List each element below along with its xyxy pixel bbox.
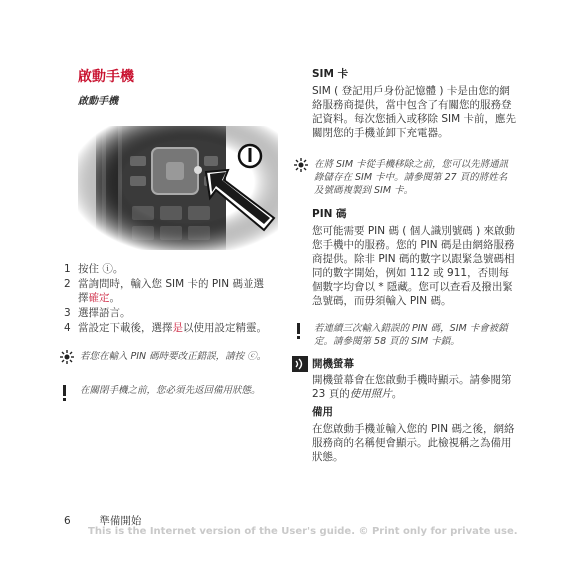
step-number: 2 [64,278,71,290]
power-icon [239,145,261,167]
step-4 [64,321,274,335]
page-title: 啟動手機 [78,69,134,85]
step-text: 當設定下載後，選擇是以使用設定精靈。 [78,322,267,334]
tip-icon [294,158,314,197]
startup-heading: 開機螢幕 [312,358,354,370]
pin-heading: PIN 碼 [312,208,347,220]
tip-icon [60,350,80,368]
step-number: 1 [64,263,71,275]
step-number: 4 [64,322,71,334]
right-column [312,66,517,140]
step-3 [64,306,274,320]
sim-tip-note [294,158,516,197]
watermark: This is the Internet version of the User's guide. © Print only for private use. [88,526,518,537]
pin-section [312,206,517,308]
step-1 [64,262,274,276]
phone-power-key-illustration [78,126,278,250]
ok-softkey-label: 確定 [88,292,110,304]
step-2 [64,277,274,305]
step-number: 3 [64,307,71,319]
standby-section [312,404,517,464]
page-number: 6 [64,515,71,527]
sim-card-body: SIM ( 登記用戶身份記憶體 ) 卡是由您的網絡服務商提供，當中包含了有關您的服務登記資料。每次您插入或移除 SIM 卡前，應先關閉您的手機並卸下充電器。 [312,85,516,139]
startup-body: 開機螢幕會在您啟動手機時顯示。請參閱第 23 頁的使用照片。 [312,374,512,400]
network-service-icon [292,356,308,372]
yes-softkey-label: 是 [172,322,183,334]
startup-steps [64,262,274,336]
sim-tip-text: 在將 SIM 卡從手機移除之前，您可以先將通訊錄儲存在 SIM 卡中。請參閱第 27 頁的將姓名及號碼複製到 SIM 卡。 [314,159,509,196]
startup-section [312,356,517,401]
standby-body: 在您啟動手機並輸入您的 PIN 碼之後，網絡服務商的名稱便會顯示。此檢視稱之為備用狀態。 [312,423,515,463]
tip-note [60,350,276,368]
warning-icon [60,384,80,401]
warning-text: 在關閉手機之前，您必須先返回備用狀態。 [80,385,261,396]
tip-text: 若您在輸入 PIN 碼時要改正錯誤，請按 ⓒ。 [80,351,267,362]
standby-heading: 備用 [312,406,333,418]
pin-warning-note [294,322,516,348]
use-pictures-link: 使用照片 [349,388,392,400]
warning-note [60,384,276,401]
section-subtitle: 啟動手機 [78,96,118,107]
sim-card-heading: SIM 卡 [312,68,349,80]
step-text: 當詢問時，輸入您 SIM 卡的 PIN 碼並選擇確定。 [78,278,264,304]
step-text: 按住 ⓘ。 [78,263,124,275]
section-name: 準備開始 [99,515,142,527]
pin-body: 您可能需要 PIN 碼 ( 個人識別號碼 ) 來啟動您手機中的服務。您的 PIN 碼是由網絡服務商提供。除非 PIN 碼的數字以跟緊急號碼相同的數字開始，例如 112 或 911，否則每個數字均會以 * 隱藏。您可以查看及撥出緊急號碼，而毋須輸入 PIN 碼。 [312,225,516,307]
step-text: 選擇語言。 [78,307,131,319]
warning-icon [294,322,314,348]
pin-warning-text: 若連續三次輸入錯誤的 PIN 碼，SIM 卡會被鎖定。請參閱第 58 頁的 SIM 卡鎖。 [314,323,508,347]
